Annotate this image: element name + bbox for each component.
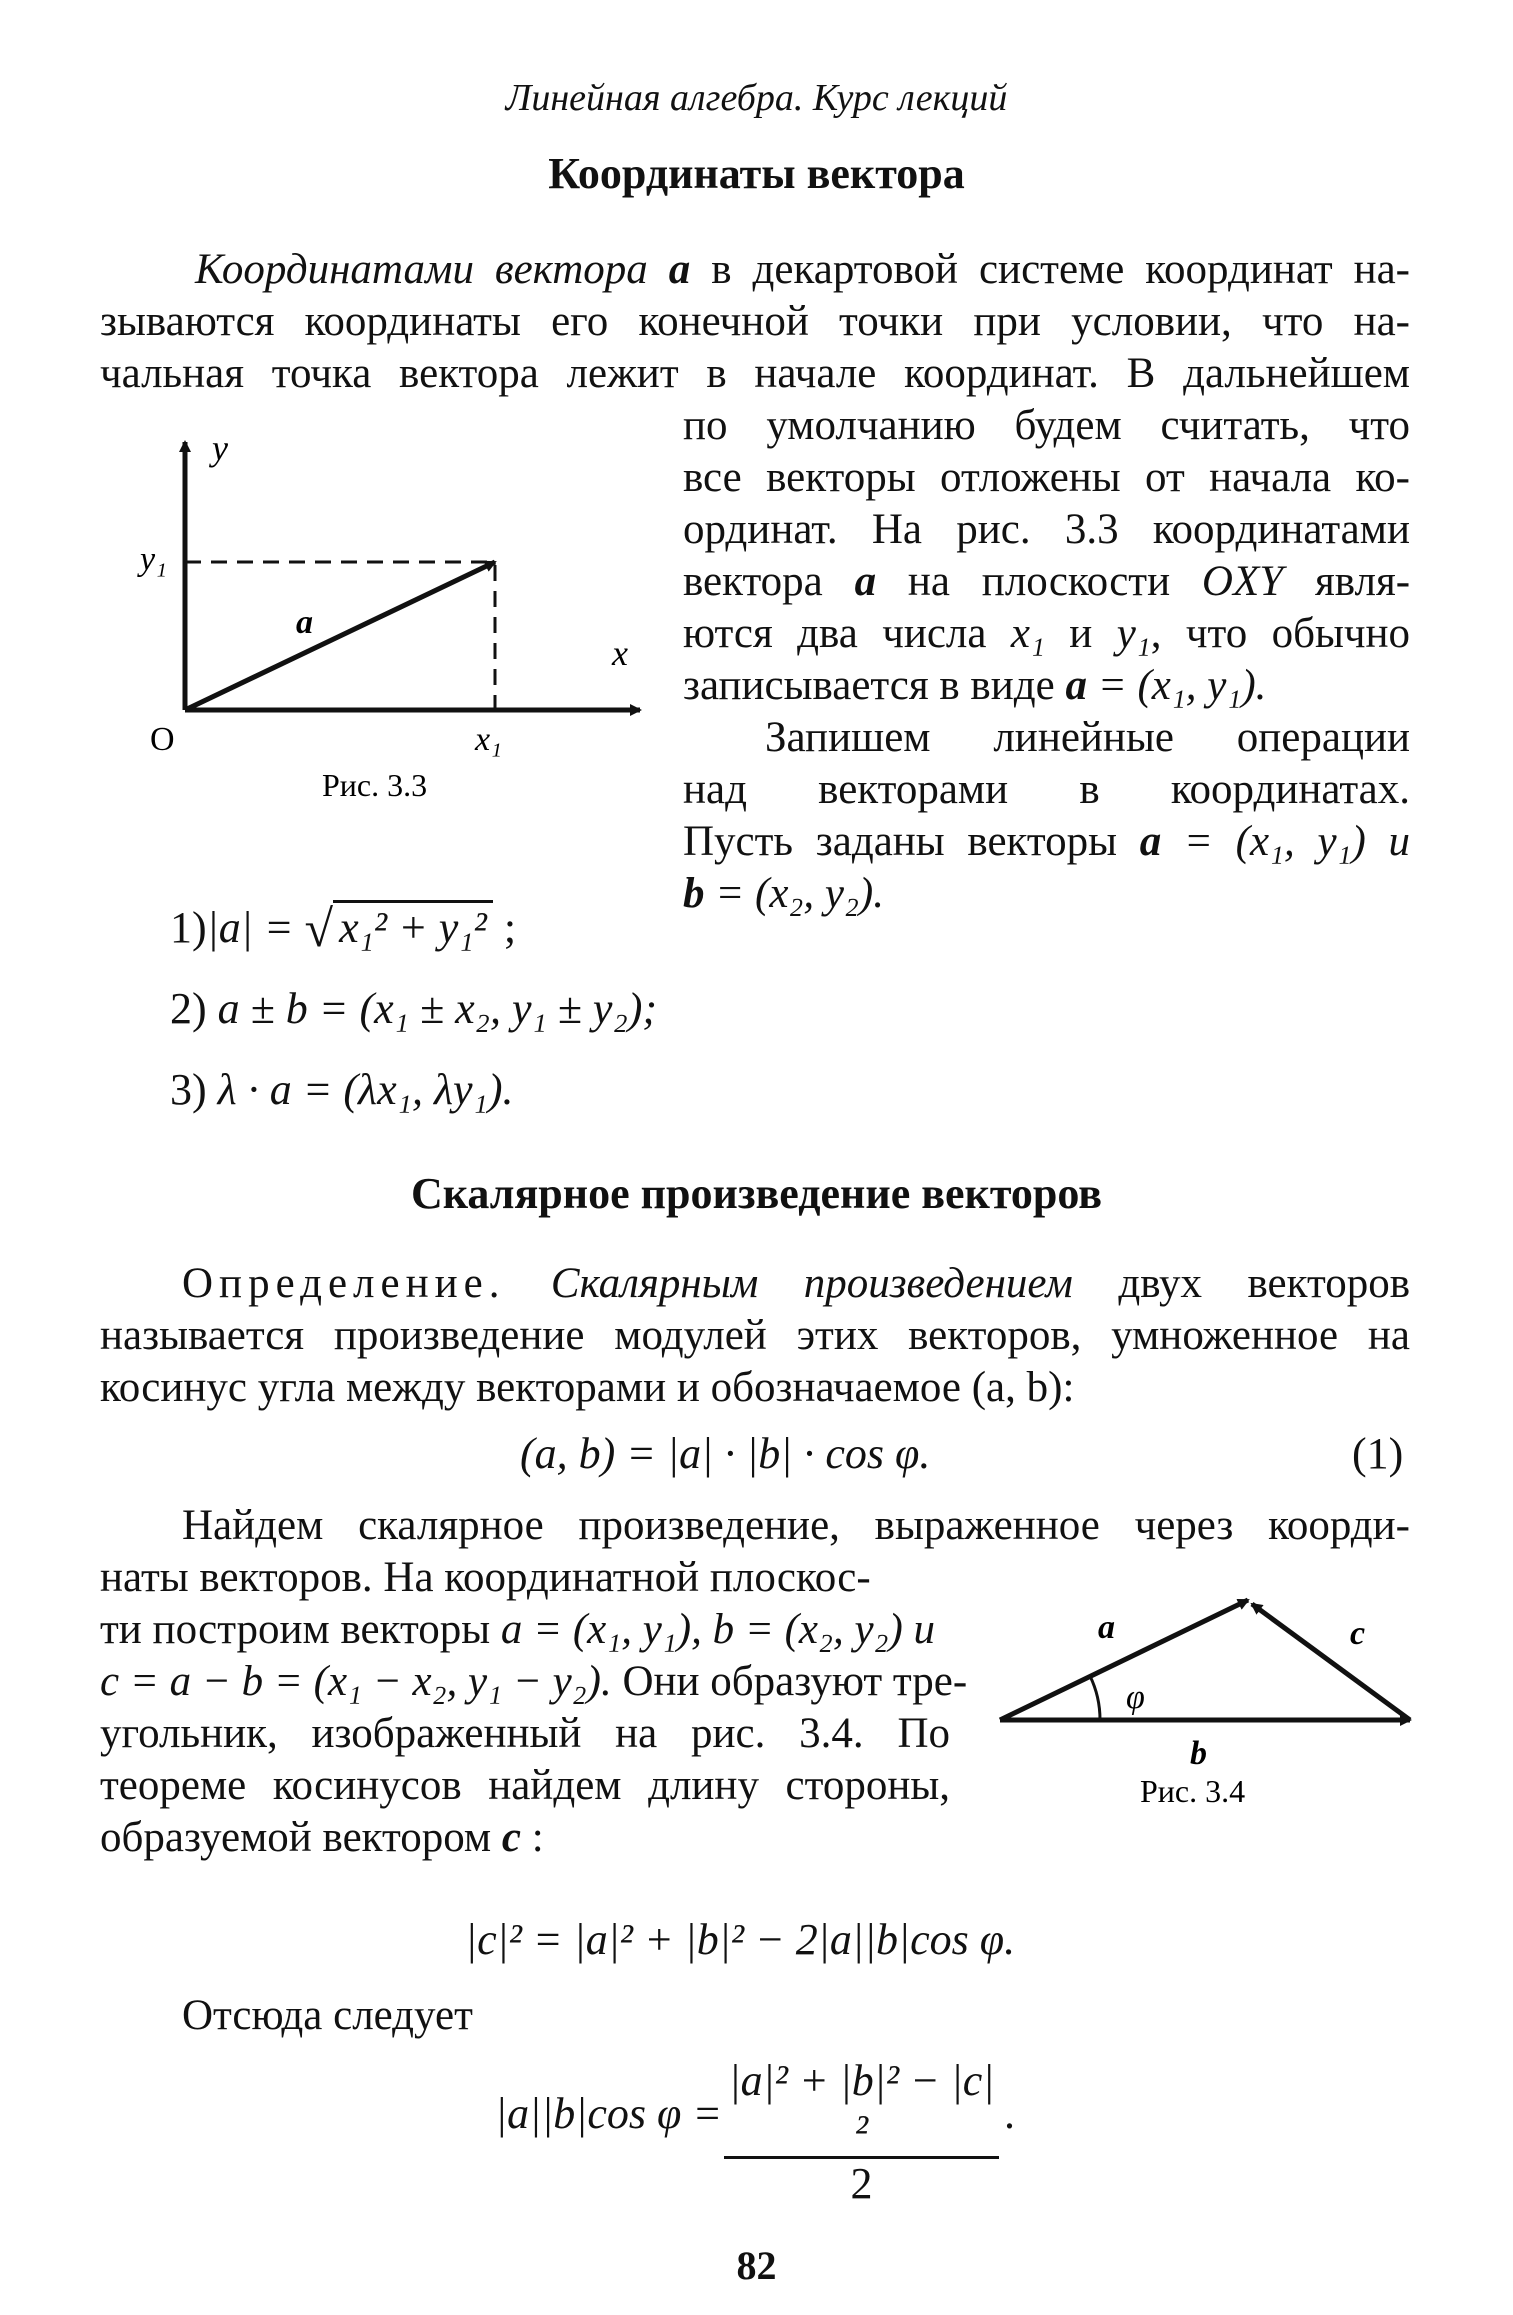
sqrt-sign: √: [304, 901, 334, 958]
definition-term: Скалярным произведением: [550, 1260, 1073, 1307]
math-expression: a = (x₁, y₁), b = (x₂, y₂) и: [500, 1606, 936, 1653]
section-title-coordinates: Координаты вектора: [548, 149, 965, 198]
formula-number: (1): [1352, 1429, 1404, 1478]
list-number: 3): [170, 1065, 207, 1114]
math-expression: |a||b|cos φ =: [495, 2089, 723, 2138]
figure-3-4: [990, 1580, 1430, 1820]
paragraph-line: Запишем линейные операции: [765, 714, 1410, 761]
list-number: 1): [170, 903, 207, 952]
math-expression: = (x₁, y₁) и: [1183, 818, 1411, 865]
operation-2: [170, 983, 657, 1035]
origin-label: O: [150, 721, 175, 758]
vector-symbol: a: [1139, 818, 1162, 865]
section-title-scalar-product: Скалярное произведение векторов: [410, 1169, 1103, 1218]
vector-b-label: b: [1190, 1735, 1207, 1772]
math-expression: a ± b = (x₁ ± x₂, y₁ ± y₂);: [217, 984, 658, 1033]
math-expression: |a| =: [206, 903, 294, 952]
text: в декартовой системе координат на-: [711, 246, 1411, 293]
formula-end: .: [1004, 2089, 1015, 2138]
vector-symbol: c: [501, 1814, 521, 1861]
paragraph-line: [100, 1258, 1410, 1310]
text: ти построим векторы: [100, 1606, 491, 1653]
paragraph-line: по умолчанию будем считать, что: [683, 402, 1410, 449]
text: вектора: [683, 558, 823, 605]
paragraph-line: [100, 1812, 544, 1864]
paragraph-line: угольник, изображенный на рис. 3.4. По: [100, 1710, 950, 1757]
vector-a-arrow: [1000, 1600, 1248, 1720]
paragraph-line: [100, 1656, 967, 1708]
vector-symbol: a: [668, 246, 691, 293]
figure-caption: Рис. 3.4: [1140, 1773, 1246, 1809]
paragraph-line: [100, 244, 1410, 296]
text: ются два числа: [683, 610, 987, 657]
paragraph-line: [683, 868, 884, 920]
operation-1: [170, 902, 516, 956]
math-expression: (a, b) = |a| · |b| · cos φ.: [520, 1429, 931, 1478]
fraction-numerator: |a|² + |b|² − |c|²: [724, 2056, 999, 2159]
text: записывается в виде: [683, 662, 1055, 709]
fraction: [724, 2056, 999, 2209]
math-expression: = (x₁, y₁).: [1097, 662, 1267, 709]
page-number: 82: [736, 2243, 777, 2288]
angle-arc: [1090, 1676, 1100, 1720]
paragraph-line: [100, 1604, 935, 1656]
text: явля-: [1314, 558, 1411, 605]
fraction-denominator: 2: [850, 2159, 873, 2208]
text: ;: [503, 903, 517, 952]
vector-a-label: a: [296, 604, 313, 641]
math-x1: x₁: [1010, 610, 1045, 657]
paragraph-line: зываются координаты его конечной точки при условии, что на-: [100, 298, 1410, 345]
paragraph-line: все векторы отложены от начала ко-: [683, 454, 1410, 501]
plane-label: OXY: [1201, 558, 1284, 605]
paragraph-line: ординат. На рис. 3.3 координатами: [683, 506, 1410, 553]
text: и: [1069, 610, 1093, 657]
math-expression: = (x₂, y₂).: [715, 870, 884, 917]
radicand: x₁² + y₁²: [333, 900, 493, 952]
vector-symbol: a: [854, 558, 877, 605]
math-expression: |c|² = |a|² + |b|² − 2|a||b|cos φ.: [465, 1915, 1016, 1964]
y1-label: y₁: [140, 541, 167, 578]
text: :: [531, 1814, 544, 1861]
x1-label: x₁: [475, 721, 502, 758]
text: образуемой вектором: [100, 1814, 492, 1861]
paragraph-line: над векторами в координатах.: [683, 766, 1410, 813]
paragraph-line: называется произведение модулей этих векторов, умноженное на: [100, 1312, 1410, 1359]
formula-1: [520, 1428, 930, 1480]
vector-symbol: b: [683, 870, 705, 917]
vector-a-arrow: [185, 562, 495, 710]
definition-label: Определение.: [182, 1260, 506, 1307]
vector-c-arrow: [1252, 1604, 1410, 1720]
text: Пусть заданы векторы: [683, 818, 1117, 865]
figure-caption: Рис. 3.3: [322, 767, 428, 800]
math-expression: λ · a = (λx₁, λy₁).: [217, 1065, 514, 1114]
text: двух векторов: [1118, 1260, 1410, 1307]
paragraph-line: [683, 608, 1410, 660]
paragraph-line: [683, 556, 1410, 608]
running-header: Линейная алгебра. Курс лекций: [505, 77, 1008, 119]
paragraph-line: Найдем скалярное произведение, выраженное через коорди-: [182, 1502, 1410, 1549]
angle-phi-label: φ: [1126, 1679, 1145, 1716]
math-expression: c = a − b = (x₁ − x₂, y₁ − y₂).: [100, 1658, 612, 1705]
vector-symbol: a: [1065, 662, 1087, 709]
math-y1: y₁: [1116, 610, 1151, 657]
text: , что обычно: [1150, 610, 1411, 657]
paragraph-line: теореме косинусов найдем длину стороны,: [100, 1762, 950, 1809]
definition-term: Координатами вектора: [195, 246, 648, 293]
text: на плоскости: [907, 558, 1171, 605]
list-number: 2): [170, 984, 207, 1033]
operation-3: [170, 1064, 513, 1116]
vector-a-label: a: [1098, 1609, 1115, 1646]
figure-3-3: [100, 420, 660, 800]
paragraph-line: [683, 660, 1266, 712]
formula-2: [465, 1914, 1015, 1966]
vector-c-label: c: [1350, 1615, 1366, 1652]
y-axis-label: y: [212, 428, 228, 468]
paragraph-line: чальная точка вектора лежит в начале координат. В дальнейшем: [100, 350, 1410, 397]
paragraph-line: [683, 816, 1410, 868]
paragraph-line: наты векторов. На координатной плоскос-: [100, 1554, 871, 1601]
paragraph-line: косинус угла между векторами и обозначаемое (a, b):: [100, 1364, 1075, 1411]
formula-3-lhs: [495, 2088, 722, 2140]
text: Они образуют тре-: [622, 1658, 968, 1705]
x-axis-label: x: [612, 633, 628, 673]
paragraph-line: Отсюда следует: [182, 1992, 473, 2039]
